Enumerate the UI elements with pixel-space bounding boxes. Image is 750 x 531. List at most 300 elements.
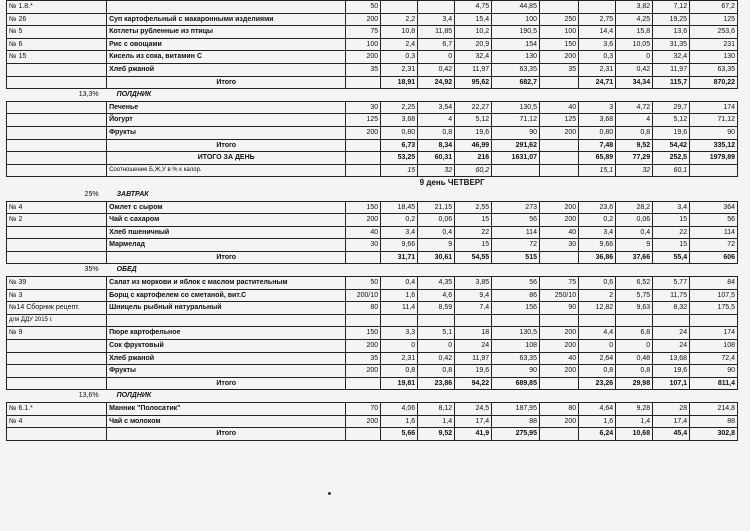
dish-row <box>7 214 738 227</box>
dish-code: № 5 <box>7 26 107 39</box>
value-cell: 0,8 <box>381 365 418 378</box>
blank-cell <box>346 264 738 277</box>
ratio-row <box>7 164 738 177</box>
total-label: Итого <box>107 377 346 390</box>
value-cell: 0,8 <box>579 365 616 378</box>
scan-speck <box>328 492 331 495</box>
dish-code: № 1.8.* <box>7 1 107 14</box>
value-cell: 9 <box>616 239 653 252</box>
value-cell: 114 <box>690 226 738 239</box>
value-cell: 18,45 <box>381 201 418 214</box>
value-cell: 2,64 <box>579 352 616 365</box>
total-value: 95,62 <box>455 76 492 89</box>
value-cell: 18 <box>455 327 492 340</box>
dish-row <box>7 26 738 39</box>
value-cell: 4,6 <box>418 289 455 302</box>
blank-cell <box>492 314 540 327</box>
value-cell: 11,85 <box>418 26 455 39</box>
value-cell: 15 <box>455 214 492 227</box>
value-cell: 9,28 <box>616 403 653 416</box>
dish-row <box>7 239 738 252</box>
value-cell: 0 <box>381 340 418 353</box>
total-label: Итого <box>107 76 346 89</box>
total-value: 10,68 <box>616 428 653 441</box>
value-cell: 6,8 <box>616 327 653 340</box>
value-cell: 154 <box>492 38 540 51</box>
blank-cell <box>7 76 107 89</box>
total-value: 23,26 <box>579 377 616 390</box>
value-cell: 19,25 <box>653 13 690 26</box>
value-cell: 19,6 <box>653 365 690 378</box>
value-cell: 190,5 <box>492 26 540 39</box>
value-cell: 3,54 <box>418 101 455 114</box>
blank-cell <box>381 314 418 327</box>
value-cell: 250/10 <box>539 289 578 302</box>
value-cell: 9,66 <box>579 239 616 252</box>
total-value <box>539 377 578 390</box>
total-value: 682,7 <box>492 76 540 89</box>
blank-cell <box>418 314 455 327</box>
value-cell: 364 <box>690 201 738 214</box>
value-cell: 11,97 <box>455 63 492 76</box>
section-percent: 35% <box>84 266 99 274</box>
value-cell: 19,6 <box>653 126 690 139</box>
total-value: 216 <box>455 152 492 165</box>
ratio-value: 32 <box>418 164 455 177</box>
value-cell: 9 <box>418 239 455 252</box>
value-cell: 200 <box>346 13 381 26</box>
value-cell: 80 <box>346 302 381 315</box>
value-cell: 200 <box>346 415 381 428</box>
value-cell: 200 <box>539 365 578 378</box>
total-value: 335,12 <box>690 139 738 152</box>
dish-row <box>7 365 738 378</box>
dish-name: Кисель из сока, витамин С <box>107 51 346 64</box>
value-cell: 9,66 <box>381 239 418 252</box>
dish-row <box>7 352 738 365</box>
total-value: 34,34 <box>616 76 653 89</box>
value-cell: 15,4 <box>455 13 492 26</box>
value-cell: 10,2 <box>455 26 492 39</box>
dish-code: № 2 <box>7 214 107 227</box>
total-value: 5,66 <box>381 428 418 441</box>
value-cell <box>381 1 418 14</box>
total-value: 1631,07 <box>492 152 540 165</box>
value-cell: 0,4 <box>418 226 455 239</box>
total-value: 24,92 <box>418 76 455 89</box>
menu-table <box>6 0 738 441</box>
value-cell: 0,6 <box>579 277 616 290</box>
value-cell: 130,5 <box>492 101 540 114</box>
value-cell: 5,12 <box>653 114 690 127</box>
dish-row <box>7 38 738 51</box>
dish-name: Хлеб пшеничный <box>107 226 346 239</box>
value-cell: 5,77 <box>653 277 690 290</box>
ratio-value: 15 <box>381 164 418 177</box>
value-cell: 187,95 <box>492 403 540 416</box>
dish-row <box>7 415 738 428</box>
value-cell: 125 <box>346 114 381 127</box>
blank-cell <box>7 139 107 152</box>
total-label: ИТОГО ЗА ДЕНЬ <box>107 152 346 165</box>
value-cell: 9,63 <box>616 302 653 315</box>
value-cell: 174 <box>690 327 738 340</box>
value-cell: 0,8 <box>418 365 455 378</box>
total-value <box>346 139 381 152</box>
value-cell: 0,3 <box>579 51 616 64</box>
value-cell: 200 <box>539 214 578 227</box>
blank-cell <box>7 377 107 390</box>
total-value: 689,85 <box>492 377 540 390</box>
value-cell: 0,2 <box>579 214 616 227</box>
ratio-label: Соотношение Б,Ж,У в % к калор. <box>107 164 346 177</box>
value-cell: 31,35 <box>653 38 690 51</box>
dish-row <box>7 1 738 14</box>
total-value: 45,4 <box>653 428 690 441</box>
dish-row <box>7 289 738 302</box>
dish-code: № 4 <box>7 201 107 214</box>
value-cell: 2,4 <box>381 38 418 51</box>
value-cell: 84 <box>690 277 738 290</box>
dish-code: № 26 <box>7 13 107 26</box>
total-label: Итого <box>107 139 346 152</box>
dish-name: Омлет с сыром <box>107 201 346 214</box>
day-heading: 9 день ЧЕТВЕРГ <box>419 178 485 188</box>
total-value: 606 <box>690 251 738 264</box>
value-cell: 22 <box>653 226 690 239</box>
total-value <box>539 251 578 264</box>
value-cell: 88 <box>492 415 540 428</box>
value-cell: 3 <box>579 101 616 114</box>
dish-row <box>7 327 738 340</box>
value-cell: 6,7 <box>418 38 455 51</box>
value-cell: 0,80 <box>381 126 418 139</box>
value-cell: 4 <box>418 114 455 127</box>
value-cell: 50 <box>346 277 381 290</box>
dish-code: № 4 <box>7 415 107 428</box>
blank-cell <box>690 314 738 327</box>
value-cell: 100 <box>346 38 381 51</box>
ratio-value <box>690 164 738 177</box>
total-row <box>7 428 738 441</box>
dish-name: Печенье <box>107 101 346 114</box>
dish-row <box>7 201 738 214</box>
value-cell: 0,42 <box>616 63 653 76</box>
value-cell: 7,12 <box>653 1 690 14</box>
value-cell: 0 <box>579 340 616 353</box>
value-cell: 19,6 <box>455 365 492 378</box>
value-cell: 273 <box>492 201 540 214</box>
value-cell: 0,3 <box>381 51 418 64</box>
value-cell: 3,68 <box>579 114 616 127</box>
blank-cell <box>346 314 381 327</box>
section-header <box>7 390 738 403</box>
value-cell: 3,82 <box>616 1 653 14</box>
total-value <box>346 377 381 390</box>
value-cell: 3,4 <box>579 226 616 239</box>
value-cell: 12,82 <box>579 302 616 315</box>
value-cell: 56 <box>492 277 540 290</box>
value-cell: 200 <box>539 126 578 139</box>
dish-code <box>7 226 107 239</box>
total-value: 53,25 <box>381 152 418 165</box>
value-cell: 15 <box>455 239 492 252</box>
value-cell: 5,1 <box>418 327 455 340</box>
value-cell: 150 <box>539 38 578 51</box>
dish-name: Борщ с картофелем со сметаной, вит.С <box>107 289 346 302</box>
dish-name: Фрукты <box>107 126 346 139</box>
value-cell: 1,6 <box>579 415 616 428</box>
value-cell: 0 <box>616 51 653 64</box>
total-value: 31,71 <box>381 251 418 264</box>
value-cell: 35 <box>539 63 578 76</box>
value-cell: 2,25 <box>381 101 418 114</box>
value-cell: 0,42 <box>418 63 455 76</box>
blank-cell <box>579 314 616 327</box>
blank-cell <box>7 152 107 165</box>
value-cell: 40 <box>346 226 381 239</box>
blank-cell <box>539 314 578 327</box>
value-cell: 2 <box>579 289 616 302</box>
value-cell: 11,97 <box>455 352 492 365</box>
dish-code: № 39 <box>7 277 107 290</box>
value-cell: 253,6 <box>690 26 738 39</box>
value-cell: 0,06 <box>418 214 455 227</box>
total-value: 1979,89 <box>690 152 738 165</box>
dish-code: № 3 <box>7 289 107 302</box>
total-row <box>7 76 738 89</box>
total-value: 9,52 <box>418 428 455 441</box>
total-value <box>539 428 578 441</box>
ratio-value: 32 <box>616 164 653 177</box>
total-value: 54,55 <box>455 251 492 264</box>
value-cell: 72,4 <box>690 352 738 365</box>
value-cell: 15 <box>653 239 690 252</box>
value-cell: 1,6 <box>381 415 418 428</box>
total-value: 29,98 <box>616 377 653 390</box>
total-value <box>539 139 578 152</box>
total-value: 94,22 <box>455 377 492 390</box>
value-cell: 28,2 <box>616 201 653 214</box>
note-row <box>7 314 738 327</box>
value-cell: 35 <box>346 352 381 365</box>
value-cell: 0,42 <box>418 352 455 365</box>
value-cell: 28 <box>653 403 690 416</box>
ratio-value <box>539 164 578 177</box>
value-cell: 19,6 <box>455 126 492 139</box>
dish-row <box>7 277 738 290</box>
dish-code: № 6.1.* <box>7 403 107 416</box>
value-cell: 13,6 <box>653 26 690 39</box>
value-cell: 4,75 <box>455 1 492 14</box>
value-cell: 1,4 <box>616 415 653 428</box>
value-cell: 10,8 <box>381 26 418 39</box>
value-cell: 13,68 <box>653 352 690 365</box>
total-label: Итого <box>107 251 346 264</box>
value-cell: 231 <box>690 38 738 51</box>
total-value: 8,34 <box>418 139 455 152</box>
value-cell: 80 <box>539 403 578 416</box>
blank-cell <box>346 390 738 403</box>
value-cell: 200/10 <box>346 289 381 302</box>
dish-name: Пюре картофельное <box>107 327 346 340</box>
value-cell: 150 <box>346 201 381 214</box>
value-cell: 29,7 <box>653 101 690 114</box>
value-cell: 8,32 <box>653 302 690 315</box>
value-cell: 0,48 <box>616 352 653 365</box>
value-cell: 24 <box>455 340 492 353</box>
value-cell: 1,6 <box>381 289 418 302</box>
dish-name: Фрукты <box>107 365 346 378</box>
value-cell: 63,35 <box>492 352 540 365</box>
total-value: 18,91 <box>381 76 418 89</box>
total-value: 60,31 <box>418 152 455 165</box>
value-cell: 3,68 <box>381 114 418 127</box>
dish-row <box>7 226 738 239</box>
total-value: 252,5 <box>653 152 690 165</box>
value-cell: 200 <box>346 126 381 139</box>
dish-code: №14 Сборник рецепт. <box>7 302 107 315</box>
total-value: 30,61 <box>418 251 455 264</box>
ratio-value: 60,1 <box>653 164 690 177</box>
dish-name: Котлеты рубленные из птицы <box>107 26 346 39</box>
value-cell: 4,35 <box>418 277 455 290</box>
section-label: ОБЕД <box>116 266 137 274</box>
value-cell: 15 <box>653 214 690 227</box>
blank-cell <box>7 164 107 177</box>
blank-cell <box>346 89 738 102</box>
total-value: 77,29 <box>616 152 653 165</box>
dish-code <box>7 63 107 76</box>
value-cell: 30 <box>346 239 381 252</box>
value-cell: 108 <box>690 340 738 353</box>
value-cell: 125 <box>539 114 578 127</box>
dish-name: Салат из моркови и яблок с маслом растительным <box>107 277 346 290</box>
total-value: 36,86 <box>579 251 616 264</box>
total-value: 55,4 <box>653 251 690 264</box>
dish-row <box>7 403 738 416</box>
dish-code <box>7 126 107 139</box>
ratio-value: 60,2 <box>455 164 492 177</box>
section-percent: 13,6% <box>78 392 99 400</box>
section-label: ЗАВТРАК <box>116 190 149 198</box>
value-cell: 130 <box>492 51 540 64</box>
value-cell: 200 <box>346 51 381 64</box>
dish-name: Сок фруктовый <box>107 340 346 353</box>
value-cell: 2,31 <box>579 63 616 76</box>
value-cell: 86 <box>492 289 540 302</box>
value-cell: 35 <box>346 63 381 76</box>
dish-code: № 6 <box>7 38 107 51</box>
dish-name: Манник "Полосатик" <box>107 403 346 416</box>
value-cell: 24 <box>653 327 690 340</box>
total-value <box>539 152 578 165</box>
value-cell: 40 <box>539 101 578 114</box>
total-value: 19,81 <box>381 377 418 390</box>
ratio-value: 15,1 <box>579 164 616 177</box>
dish-row <box>7 302 738 315</box>
dish-name: Рис с овощами <box>107 38 346 51</box>
value-cell: 14,4 <box>579 26 616 39</box>
value-cell: 2,55 <box>455 201 492 214</box>
value-cell: 56 <box>690 214 738 227</box>
total-row <box>7 377 738 390</box>
value-cell: 0,2 <box>381 214 418 227</box>
value-cell: 0,80 <box>579 126 616 139</box>
recipe-note: для ДДУ 2015 г. <box>7 314 107 327</box>
value-cell: 4,72 <box>616 101 653 114</box>
value-cell: 88 <box>690 415 738 428</box>
blank-cell <box>653 314 690 327</box>
value-cell: 200 <box>539 51 578 64</box>
value-cell: 22 <box>455 226 492 239</box>
dish-row <box>7 101 738 114</box>
dish-code <box>7 239 107 252</box>
dish-name <box>107 1 346 14</box>
value-cell: 17,4 <box>455 415 492 428</box>
value-cell: 200 <box>539 415 578 428</box>
value-cell: 75 <box>539 277 578 290</box>
section-header <box>7 264 738 277</box>
dish-code <box>7 365 107 378</box>
value-cell: 11,97 <box>653 63 690 76</box>
value-cell: 44,85 <box>492 1 540 14</box>
value-cell: 21,15 <box>418 201 455 214</box>
value-cell: 200 <box>346 214 381 227</box>
value-cell: 174 <box>690 101 738 114</box>
value-cell: 108 <box>492 340 540 353</box>
value-cell: 56 <box>492 214 540 227</box>
value-cell: 3,4 <box>653 201 690 214</box>
total-value: 23,86 <box>418 377 455 390</box>
blank-cell <box>455 314 492 327</box>
value-cell: 150 <box>346 327 381 340</box>
value-cell: 3,4 <box>381 226 418 239</box>
total-value <box>346 76 381 89</box>
value-cell: 200 <box>346 365 381 378</box>
value-cell: 4 <box>616 114 653 127</box>
value-cell: 214,8 <box>690 403 738 416</box>
value-cell: 71,12 <box>492 114 540 127</box>
section-label: ПОЛДНИК <box>116 91 152 99</box>
dish-code <box>7 340 107 353</box>
value-cell: 90 <box>492 365 540 378</box>
value-cell: 0,8 <box>616 126 653 139</box>
total-value <box>346 152 381 165</box>
dish-row <box>7 340 738 353</box>
value-cell: 8,59 <box>418 302 455 315</box>
value-cell: 250 <box>539 13 578 26</box>
value-cell: 9,4 <box>455 289 492 302</box>
value-cell: 0 <box>616 340 653 353</box>
value-cell: 50 <box>346 1 381 14</box>
value-cell: 100 <box>492 13 540 26</box>
value-cell: 63,35 <box>690 63 738 76</box>
total-row <box>7 139 738 152</box>
menu-sheet <box>6 0 744 441</box>
dish-row <box>7 63 738 76</box>
total-value: 302,8 <box>690 428 738 441</box>
value-cell <box>579 1 616 14</box>
value-cell: 40 <box>539 226 578 239</box>
value-cell: 0 <box>418 340 455 353</box>
value-cell: 7,4 <box>455 302 492 315</box>
total-value: 65,89 <box>579 152 616 165</box>
total-value: 291,62 <box>492 139 540 152</box>
total-row <box>7 251 738 264</box>
value-cell: 107,5 <box>690 289 738 302</box>
dish-name: Суп картофельный с макаронными изделиями <box>107 13 346 26</box>
